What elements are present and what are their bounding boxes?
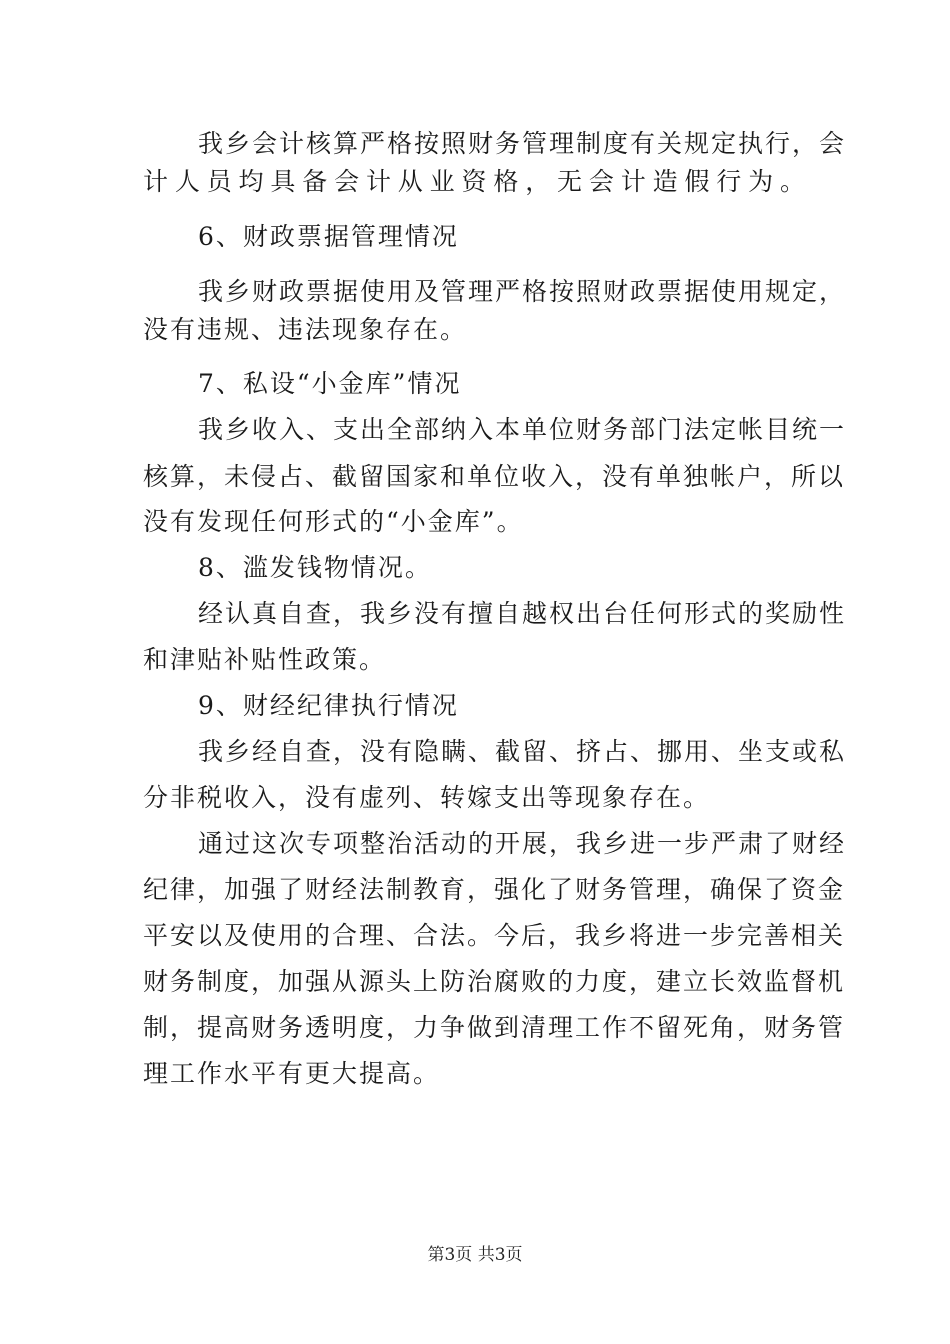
paragraph-small-treasury-line-3: 没有发现任何形式的“小金库”。 bbox=[143, 507, 524, 536]
paragraph-fiscal-receipts-line-2: 没有违规、违法现象存在。 bbox=[143, 315, 468, 344]
paragraph-distribution-line-2: 和津贴补贴性政策。 bbox=[143, 645, 387, 674]
paragraph-accounting-line-1: 我乡会计核算严格按照财务管理制度有关规定执行，会 bbox=[198, 129, 847, 158]
heading-fiscal-receipts: 6、财政票据管理情况 bbox=[198, 222, 459, 251]
paragraph-small-treasury-line-1: 我乡收入、支出全部纳入本单位财务部门法定帐目统一 bbox=[198, 415, 847, 444]
paragraph-fiscal-receipts-line-1: 我乡财政票据使用及管理严格按照财政票据使用规定， bbox=[198, 277, 847, 306]
paragraph-conclusion-line-1: 通过这次专项整治活动的开展，我乡进一步严肃了财经 bbox=[198, 829, 847, 858]
paragraph-conclusion-line-6: 理工作水平有更大提高。 bbox=[143, 1059, 441, 1088]
heading-distribution: 8、滥发钱物情况。 bbox=[198, 553, 432, 582]
paragraph-conclusion-line-5: 制，提高财务透明度，力争做到清理工作不留死角，财务管 bbox=[143, 1013, 846, 1042]
paragraph-conclusion-line-4: 财务制度，加强从源头上防治腐败的力度，建立长效监督机 bbox=[143, 967, 846, 996]
paragraph-discipline-line-1: 我乡经自查，没有隐瞒、截留、挤占、挪用、坐支或私 bbox=[198, 737, 847, 766]
paragraph-discipline-line-2: 分非税收入，没有虚列、转嫁支出等现象存在。 bbox=[143, 783, 711, 812]
paragraph-conclusion-line-2: 纪律，加强了财经法制教育，强化了财务管理，确保了资金 bbox=[143, 875, 846, 904]
paragraph-conclusion-line-3: 平安以及使用的合理、合法。今后，我乡将进一步完善相关 bbox=[143, 921, 846, 950]
page-footer: 第3页 共3页 bbox=[427, 1245, 523, 1265]
paragraph-distribution-line-1: 经认真自查，我乡没有擅自越权出台任何形式的奖励性 bbox=[198, 599, 847, 628]
paragraph-accounting-line-2: 计人员均具备会计从业资格，无会计造假行为。 bbox=[143, 167, 807, 196]
heading-small-treasury: 7、私设“小金库”情况 bbox=[198, 369, 462, 398]
heading-discipline: 9、财经纪律执行情况 bbox=[198, 691, 459, 720]
paragraph-small-treasury-line-2: 核算，未侵占、截留国家和单位收入，没有单独帐户，所以 bbox=[143, 462, 846, 491]
